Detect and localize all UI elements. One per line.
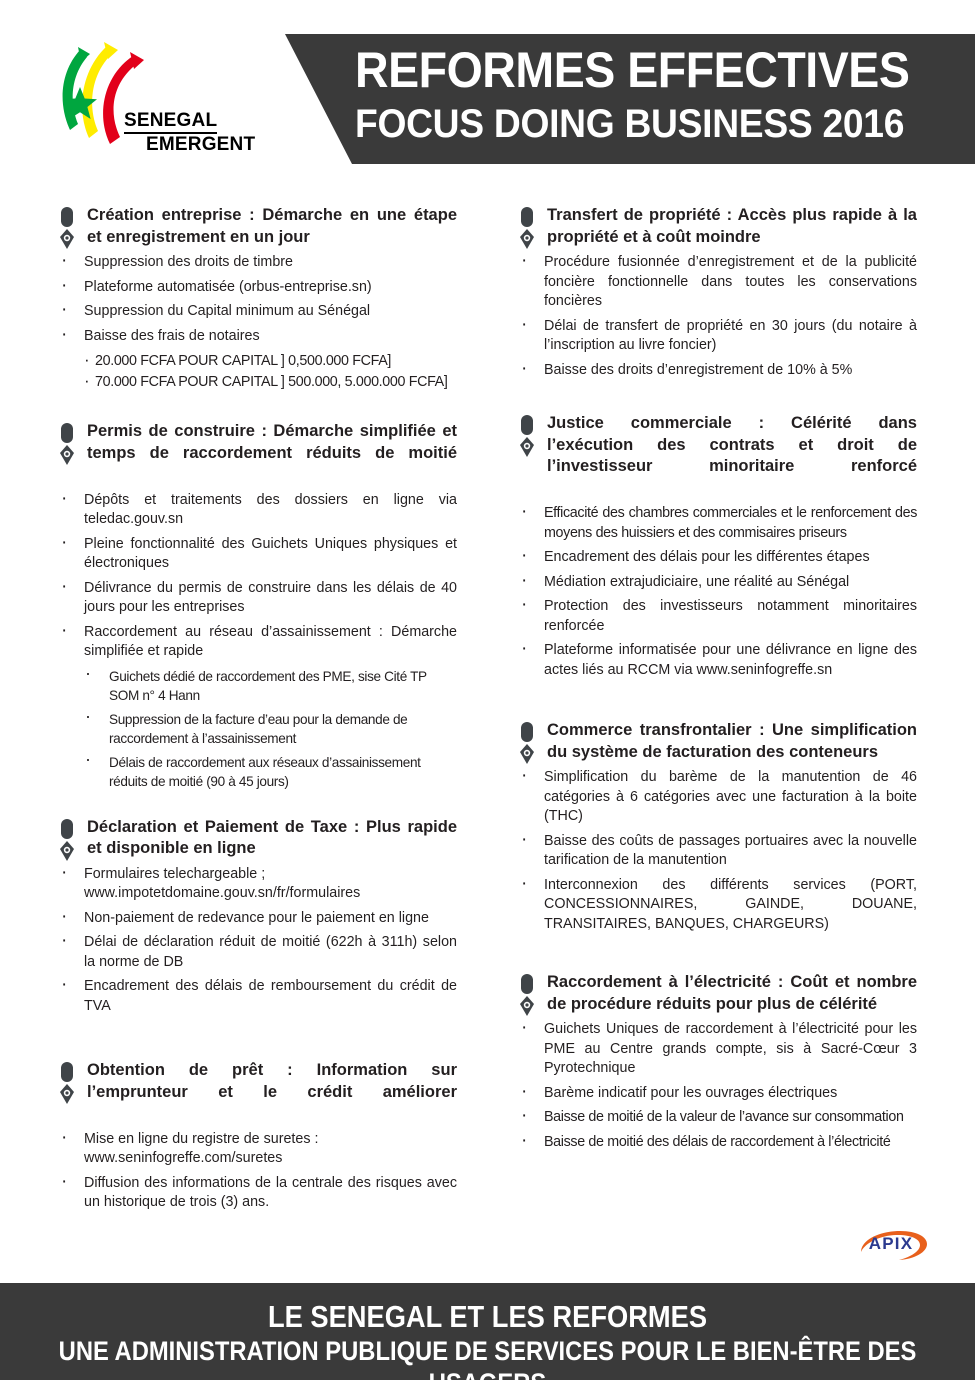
bullet-list — [57, 1130, 457, 1213]
list-item: · Encadrement des délais de remboursement du crédit de TVA — [57, 977, 457, 1016]
page-title: REFORMES EFFECTIVES — [355, 42, 910, 98]
list-item: · Efficacité des chambres commerciales et le renforcement des moyens des huissiers et des commisaires priseurs — [517, 504, 917, 543]
footer-headline: LE SENEGAL ET LES REFORMES — [267, 1299, 708, 1334]
section-header — [57, 205, 457, 248]
right-column — [517, 205, 917, 1174]
list-item: · Délai de déclaration réduit de moitié (622h à 311h) selon la norme de DB — [57, 933, 457, 972]
list-item: · Baisse de moitié de la valeur de l’avance sur consommation — [517, 1108, 917, 1128]
footer-subline: UNE ADMINISTRATION PUBLIQUE DE SERVICES POUR LE BIEN-ÊTRE DES USAGERS — [58, 1336, 917, 1398]
list-item: · Baisse des coûts de passages portuaires avec la nouvelle tarification de la manutention — [517, 832, 917, 871]
page-subtitle: FOCUS DOING BUSINESS 2016 — [355, 102, 905, 146]
section-header — [517, 720, 917, 763]
section-declaration-paiement-taxe — [57, 817, 457, 1017]
left-column — [57, 205, 457, 1235]
section-permis-de-construire — [57, 421, 457, 791]
list-item: · Diffusion des informations de la centrale des risques avec un historique de trois (3) ans. — [57, 1174, 457, 1213]
list-item: · Pleine fonctionnalité des Guichets Uniques physiques et électroniques — [57, 535, 457, 574]
list-item: · Suppression du Capital minimum au Sénégal — [57, 302, 457, 322]
bullet-list — [517, 253, 917, 380]
section-header — [57, 817, 457, 860]
bullet-list — [57, 865, 457, 1017]
pin-marker-icon — [57, 207, 77, 249]
list-item: · 70.000 FCFA POUR CAPITAL ] 500.000, 5.000.000 FCFA] — [57, 372, 457, 393]
section-title: Déclaration et Paiement de Taxe : Plus rapide et disponible en ligne — [87, 817, 457, 857]
list-item: · Dépôts et traitements des dossiers en ligne via teledac.gouv.sn — [57, 491, 457, 530]
section-title: Transfert de propriété : Accès plus rapide à la propriété et à coût moindre — [547, 206, 917, 246]
list-item: · Non-paiement de redevance pour le paiement en ligne — [57, 909, 457, 929]
bullet-list — [517, 504, 917, 680]
pin-marker-icon — [517, 415, 537, 457]
reforms-content — [0, 205, 975, 1265]
bullet-list — [57, 253, 457, 346]
bullet-list — [517, 768, 917, 934]
section-justice-commerciale — [517, 413, 917, 680]
list-item: · Formulaires telechargeable ; www.impotetdomaine.gouv.sn/fr/formulaires — [57, 865, 457, 904]
bullet-list — [517, 1020, 917, 1152]
header-banner — [0, 34, 975, 164]
section-commerce-transfrontalier — [517, 720, 917, 934]
list-item: · Médiation extrajudiciaire, une réalité au Sénégal — [517, 573, 917, 593]
list-item: · Interconnexion des différents services (PORT, CONCESSIONNAIRES, GAINDE, DOUANE, TRANSITAIRES, BANQUES, CHARGEURS) — [517, 876, 917, 935]
list-item: · 20.000 FCFA POUR CAPITAL ] 0,500.000 FCFA] — [57, 351, 457, 372]
sub-bullet-list-fcfa — [57, 351, 457, 393]
list-item: · Protection des investisseurs notamment minoritaires renforcée — [517, 597, 917, 636]
footer-banner — [0, 1283, 975, 1398]
list-item: · Suppression de la facture d’eau pour la demande de raccordement à l’assainissement — [57, 710, 457, 748]
section-title: Création entreprise : Démarche en une étape et enregistrement en un jour — [87, 206, 457, 246]
list-item: · Simplification du barème de la manutention de 46 catégories à 6 catégories avec une facturation à la boite (THC) — [517, 768, 917, 827]
sub-bullet-list — [57, 667, 457, 791]
apix-logo — [845, 1218, 937, 1266]
list-item: · Délais de raccordement aux réseaux d’assainissement réduits de moitié (90 à 45 jours) — [57, 753, 457, 791]
list-item: · Mise en ligne du registre de suretes : www.seninfogreffe.com/suretes — [57, 1130, 457, 1169]
section-header — [57, 1060, 457, 1125]
list-item: · Délai de transfert de propriété en 30 jours (du notaire à l’inscription au livre foncier) — [517, 317, 917, 356]
pin-marker-icon — [57, 819, 77, 861]
list-item: · Plateforme automatisée (orbus-entreprise.sn) — [57, 278, 457, 298]
list-item: · Baisse des frais de notaires — [57, 327, 457, 347]
list-item: · Baisse des droits d’enregistrement de 10% à 5% — [517, 361, 917, 381]
section-header — [57, 421, 457, 486]
list-item: · Plateforme informatisée pour une délivrance en ligne des actes liés au RCCM via www.seninfogreffe.sn — [517, 641, 917, 680]
pin-marker-icon — [57, 423, 77, 465]
section-raccordement-electricite — [517, 972, 917, 1152]
pin-marker-icon — [517, 722, 537, 764]
logo-line-emergent: EMERGENT — [146, 134, 256, 155]
list-item: · Délivrance du permis de construire dans les délais de 40 jours pour les entreprises — [57, 579, 457, 618]
section-title: Obtention de prêt : Information sur l’emprunteur et le crédit améliorer — [87, 1061, 457, 1101]
pin-marker-icon — [517, 207, 537, 249]
section-header — [517, 972, 917, 1015]
list-item: · Barème indicatif pour les ouvrages électriques — [517, 1084, 917, 1104]
section-title: Justice commerciale : Célérité dans l’exécution des contrats et droit de l’investisseur minoritaire renforcé — [547, 414, 917, 475]
list-item: · Guichets dédié de raccordement des PME, sise Cité TP SOM n° 4 Hann — [57, 667, 457, 705]
section-title: Raccordement à l’électricité : Coût et nombre de procédure réduits pour plus de célérité — [547, 973, 917, 1013]
list-item: · Encadrement des délais pour les différentes étapes — [517, 548, 917, 568]
section-title: Permis de construire : Démarche simplifiée et temps de raccordement réduits de moitié — [87, 422, 457, 462]
section-creation-entreprise — [57, 205, 457, 393]
section-header — [517, 205, 917, 248]
list-item: · Baisse de moitié des délais de raccordement à l’électricité — [517, 1133, 917, 1153]
list-item: · Guichets Uniques de raccordement à l’électricité pour les PME au Centre grands compte, sis à Sacré-Cœur 3 Pyrotechnique — [517, 1020, 917, 1079]
footer-text — [0, 1299, 975, 1399]
section-title: Commerce transfrontalier : Une simplification du système de facturation des conteneurs — [547, 721, 917, 761]
apix-label: APIX — [868, 1234, 914, 1253]
bullet-list — [57, 491, 457, 662]
logo-line-senegal: SENEGAL — [124, 110, 217, 134]
section-obtention-de-pret — [57, 1060, 457, 1213]
list-item: · Procédure fusionnée d’enregistrement et de la publicité foncière fonctionnelle dans toutes les conservations foncières — [517, 253, 917, 312]
header-text — [355, 40, 935, 148]
list-item: · Raccordement au réseau d’assainissement : Démarche simplifiée et rapide — [57, 623, 457, 662]
section-transfert-propriete — [517, 205, 917, 380]
list-item: · Suppression des droits de timbre — [57, 253, 457, 273]
pin-marker-icon — [57, 1062, 77, 1104]
pin-marker-icon — [517, 974, 537, 1016]
section-header — [517, 413, 917, 499]
